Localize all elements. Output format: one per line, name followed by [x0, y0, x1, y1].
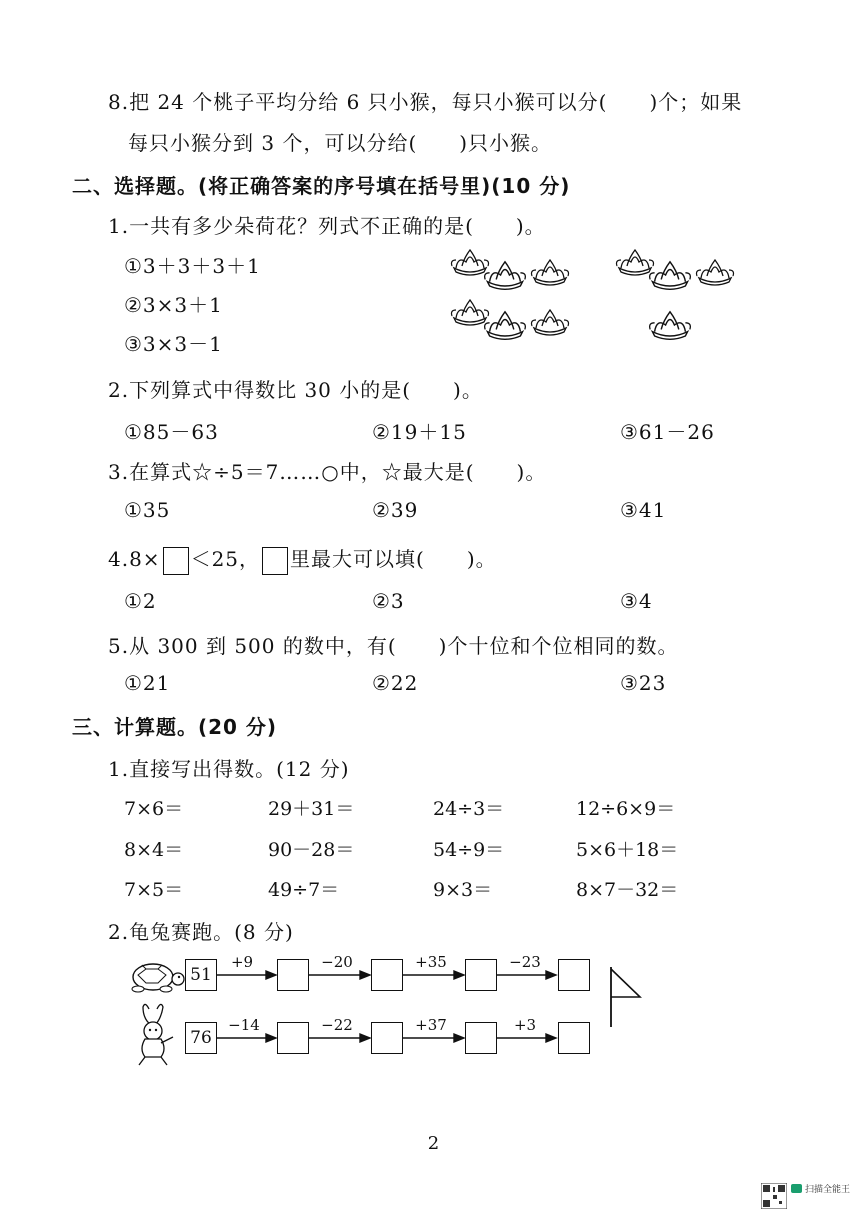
turtle-op-4: −23 — [509, 953, 541, 971]
turtle-icon — [132, 964, 184, 992]
s2-q4-part-c: 里最大可以填( )。 — [290, 547, 497, 571]
rabbit-start-box: 76 — [185, 1022, 217, 1054]
s2-q4-option-3: ③4 — [620, 589, 653, 613]
lotus-icon — [452, 250, 489, 275]
answer-box — [371, 959, 403, 991]
turtle-op-3: +35 — [415, 953, 447, 971]
lotus-icon — [697, 260, 734, 285]
scanner-brand: 扫描全能王 — [805, 1185, 851, 1195]
q8-line1: 8.把 24 个桃子平均分给 6 只小猴，每只小猴可以分( )个；如果 — [108, 90, 743, 114]
lotus-illustration — [440, 240, 760, 350]
s2-q1-option-1: ①3＋3＋3＋1 — [124, 254, 261, 278]
calc-item: 7×5＝ — [124, 879, 184, 901]
lotus-icon — [617, 250, 654, 275]
s2-q1-option-3: ③3×3－1 — [124, 332, 223, 356]
turtle-start-box: 51 — [185, 959, 217, 991]
qr-code-icon — [761, 1183, 787, 1209]
s3-q1-title: 1.直接写出得数。(12 分) — [108, 757, 350, 781]
s2-q4-part-b: ＜25， — [190, 547, 261, 571]
calc-item: 24÷3＝ — [433, 798, 505, 820]
lotus-icon — [485, 312, 526, 340]
lotus-icon — [650, 262, 691, 290]
s2-q1-option-2: ②3×3＋1 — [124, 293, 223, 317]
rabbit-op-3: +37 — [415, 1016, 447, 1034]
lotus-icon — [485, 262, 526, 290]
s2-q5-text: 5.从 300 到 500 的数中，有( )个十位和个位相同的数。 — [108, 634, 679, 658]
lotus-icon — [452, 300, 489, 325]
lotus-icon — [532, 310, 569, 335]
s2-q4-option-2: ②3 — [372, 589, 405, 613]
s2-q2-option-2: ②19＋15 — [372, 420, 467, 444]
calc-item: 54÷9＝ — [433, 839, 505, 861]
rabbit-icon — [139, 1004, 173, 1065]
s2-q4-part-a: 4.8× — [108, 547, 161, 571]
q8-line2: 每只小猴分到 3 个，可以分给( )只小猴。 — [128, 131, 553, 155]
s2-q4-text — [108, 543, 497, 575]
answer-box — [558, 1022, 590, 1054]
section2-title: 二、选择题。(将正确答案的序号填在括号里)(10 分) — [72, 174, 571, 198]
s2-q3-text: 3.在算式☆÷5＝7……○中，☆最大是( )。 — [108, 460, 547, 484]
s2-q2-text: 2.下列算式中得数比 30 小的是( )。 — [108, 378, 483, 402]
lotus-icon — [650, 312, 691, 340]
s3-q2-title: 2.龟兔赛跑。(8 分) — [108, 920, 294, 944]
s2-q5-option-1: ①21 — [124, 671, 171, 695]
s2-q1-text: 1.一共有多少朵荷花？列式不正确的是( )。 — [108, 214, 546, 238]
rabbit-op-1: −14 — [228, 1016, 260, 1034]
answer-box — [163, 547, 189, 575]
calc-item: 90－28＝ — [268, 839, 355, 861]
calc-item: 8×7－32＝ — [576, 879, 679, 901]
answer-box — [558, 959, 590, 991]
s2-q5-option-3: ③23 — [620, 671, 667, 695]
s2-q3-option-1: ①35 — [124, 498, 171, 522]
s2-q3-option-2: ②39 — [372, 498, 419, 522]
s2-q2-option-1: ①85－63 — [124, 420, 219, 444]
calc-item: 49÷7＝ — [268, 879, 340, 901]
cs-logo-icon — [791, 1184, 802, 1193]
page-number: 2 — [427, 1133, 440, 1154]
calc-item: 8×4＝ — [124, 839, 184, 861]
s2-q2-option-3: ③61－26 — [620, 420, 715, 444]
s2-q4-option-1: ①2 — [124, 589, 157, 613]
s2-q3-option-3: ③41 — [620, 498, 667, 522]
answer-box — [277, 959, 309, 991]
rabbit-op-2: −22 — [321, 1016, 353, 1034]
rabbit-op-4: +3 — [513, 1016, 537, 1034]
section3-title: 三、计算题。(20 分) — [72, 715, 278, 739]
calc-item: 9×3＝ — [433, 879, 493, 901]
turtle-op-2: −20 — [321, 953, 353, 971]
calc-item: 29＋31＝ — [268, 798, 355, 820]
scanner-watermark — [755, 1180, 855, 1212]
turtle-op-1: +9 — [230, 953, 254, 971]
answer-box — [277, 1022, 309, 1054]
answer-box — [262, 547, 288, 575]
answer-box — [465, 1022, 497, 1054]
calc-item: 5×6＋18＝ — [576, 839, 679, 861]
answer-box — [465, 959, 497, 991]
calc-item: 7×6＝ — [124, 798, 184, 820]
s2-q5-option-2: ②22 — [372, 671, 419, 695]
calc-item: 12÷6×9＝ — [576, 798, 676, 820]
answer-box — [371, 1022, 403, 1054]
finish-flag-icon — [611, 967, 640, 1027]
lotus-icon — [532, 260, 569, 285]
